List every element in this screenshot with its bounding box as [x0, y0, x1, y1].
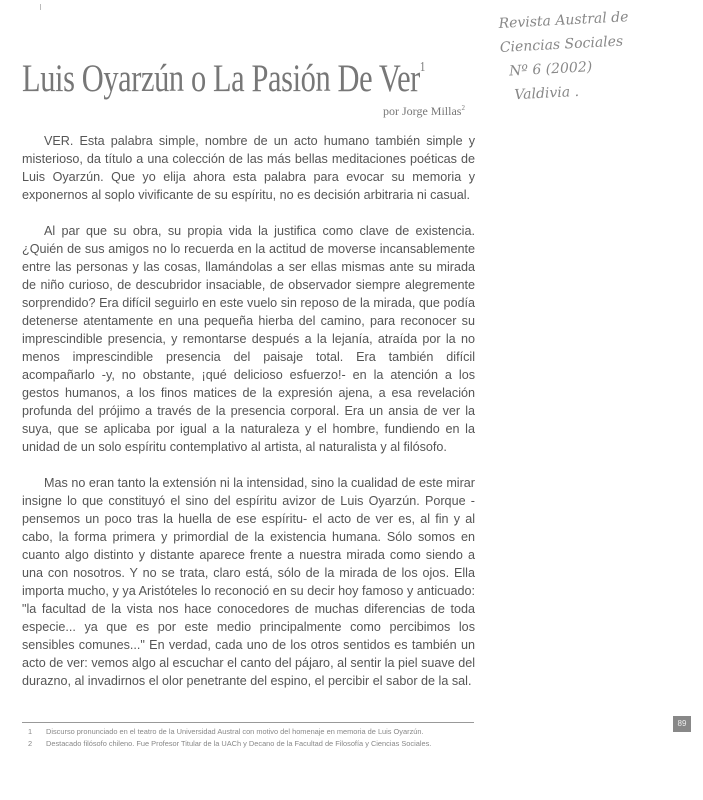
paragraph: VER. Esta palabra simple, nombre de un acto humano también simple y misterioso, da título a una colección de las más bellas meditaciones poéticas de Luis Oyarzún. Que yo elija ahora esta palabra para evocar su memoria y exponernos al soplo vivificante de su espíritu, no es decisión arbitraria ni casual. — [22, 134, 475, 202]
byline-footnote-mark: 2 — [461, 104, 465, 112]
handwritten-note — [498, 5, 633, 108]
note-line: Revista Austral de — [498, 9, 629, 32]
note-line: Nº 6 (2002) — [508, 59, 593, 80]
article-title — [22, 56, 425, 101]
byline — [383, 104, 465, 119]
page-number: 89 — [673, 716, 691, 732]
footnote — [28, 739, 431, 748]
byline-text: por Jorge Millas — [383, 104, 462, 118]
footnote-text: Destacado filósofo chileno. Fue Profesor Titular de la UACh y Decano de la Facultad de Filosofía y Ciencias Sociales. — [46, 739, 432, 748]
paragraph: Mas no eran tanto la extensión ni la intensidad, sino la cualidad de este mirar insigne lo que constituyó el sino del espíritu avizor de Luis Oyarzún. Porque -pensemos un poco tras la huella de ese espíritu- el acto de ver es, al fin y al cabo, la forma primera y primordial de la existencia humana. Sólo somos en cuanto algo distinto y distante aparece frente a nuestra mirada como siendo a una con nosotros. Y no se trata, claro está, sólo de la mirada de los ojos. Ella importa mucho, y ya Aristóteles lo reconoció en su decir hoy famoso y anticuado: "la facultad de la vista nos hace conocedores de muchas diferencias de toda especie... ya que es por este medio principalmente como percibimos los sensibles comunes..." En verdad, cada uno de los otros sentidos es también un acto de ver: vemos algo al escuchar el canto del pájaro, al sentir la piel suave del durazno, al invadirnos el olor penetrante del espino, el percibir el sabor de la sal. — [22, 476, 475, 688]
footnote-divider — [22, 722, 474, 723]
note-line: Valdivia . — [513, 83, 580, 104]
footnote — [28, 727, 424, 736]
paragraph: Al par que su obra, su propia vida la justifica como clave de existencia. ¿Quién de sus amigos no lo recuerda en la actitud de moverse incansablemente entre las personas y las cosas, llamándolas a ser ellas mismas ante su mirada de niño curioso, de descubridor insaciable, de observador siempre alegremente sorprendido? Era difícil seguirlo en este vuelo sin reposo de la mirada, que podía detenerse atentamente en una pequeña hierba del camino, para reconocer su imprescindible presencia, y remontarse después a la lejanía, atraída por la no menos imprescindible presencia del paisaje total. Era también difícil acompañarlo -y, no obstante, ¡qué delicioso esfuerzo!- en la atención a los gestos humanos, a los finos matices de la expresión ajena, a esa revelación profunda del prójimo a través de la presencia corporal. Era un ansia de ver la suya, que se aplicaba por igual a la naturaleza y el hombre, fundiendo en la unidad de un solo espíritu contemplativo al artista, al naturalista y al filósofo. — [22, 224, 475, 454]
scan-mark — [40, 4, 41, 10]
footnote-text: Discurso pronunciado en el teatro de la Universidad Austral con motivo del homenaje en memoria de Luis Oyarzún. — [46, 727, 424, 736]
article-body — [22, 132, 475, 708]
note-line: Ciencias Sociales — [499, 33, 624, 56]
footnote-mark: 1 — [28, 727, 33, 736]
title-text: Luis Oyarzún o La Pasión De Ver — [22, 57, 420, 100]
footnote-mark: 2 — [28, 739, 33, 748]
title-footnote-mark: 1 — [419, 60, 426, 75]
